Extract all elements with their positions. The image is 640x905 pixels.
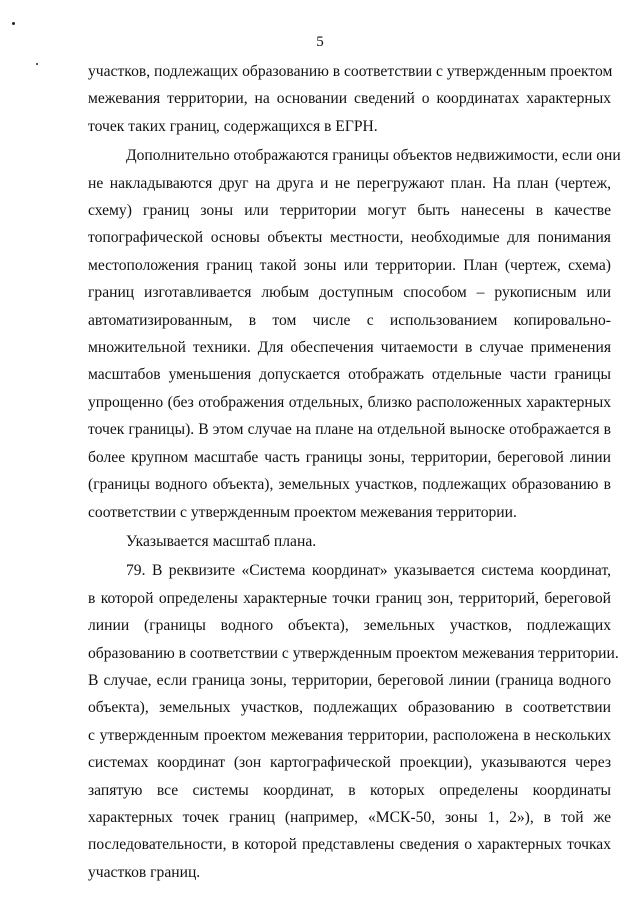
text-line: более крупном масштабе часть границы зоны, территории, береговой линии <box>88 448 611 466</box>
text-line: схему) границ зоны или территории могут быть нанесены в качестве <box>88 202 611 220</box>
text-line: точек границы). В этом случае на плане на отдельной выноске отображается в <box>88 421 611 439</box>
text-line: с утвержденным проектом межевания территории, расположена в нескольких <box>88 726 611 744</box>
text-line: (границы водного объекта), земельных участков, подлежащих образованию в <box>88 476 611 494</box>
text-line: границ изготавливается любым доступным способом – рукописным или <box>88 284 611 302</box>
text-line: участков, подлежащих образованию в соответствии с утвержденным проектом <box>88 63 613 80</box>
text-line: Дополнительно отображаются границы объектов недвижимости, если они <box>126 147 621 165</box>
text-line: запятую все системы координат, в которых определены координаты <box>88 781 611 799</box>
text-line: автоматизированным, в том числе с использованием копировально- <box>88 311 611 329</box>
text-line: упрощенно (без отображения отдельных, близко расположенных характерных <box>88 393 611 411</box>
paragraph <box>88 528 611 555</box>
body-text <box>88 58 621 886</box>
text-line: характерных точек границ (например, «МСК-50, зоны 1, 2»), в той же <box>88 808 611 826</box>
text-line: системах координат (зон картографической проекции), указываются через <box>88 754 611 772</box>
scan-speck <box>12 22 15 25</box>
paragraph <box>88 142 621 526</box>
paragraph <box>88 557 619 886</box>
text-line: межевания территории, на основании сведений о координатах характерных <box>88 90 611 108</box>
text-line: участков границ. <box>88 863 201 881</box>
text-line: образованию в соответствии с утвержденным проектом межевания территории. <box>88 644 619 662</box>
text-line: масштабов уменьшения допускается отображать отдельные части границы <box>88 366 611 384</box>
text-line: линии (границы водного объекта), земельных участков, подлежащих <box>88 617 611 635</box>
paragraph <box>88 58 611 140</box>
text-line: местоположения границ такой зоны или территории. План (чертеж, схема) <box>88 256 611 274</box>
text-line: 79. В реквизите «Система координат» указывается система координат, <box>126 562 611 580</box>
text-line: в которой определены характерные точки границ зон, территорий, береговой <box>88 589 611 607</box>
page-number: 5 <box>316 34 324 50</box>
text-line: последовательности, в которой представлены сведения о характерных точках <box>88 836 611 854</box>
text-line: соответствии с утвержденным проектом межевания территории. <box>88 503 517 521</box>
text-line: Указывается масштаб плана. <box>126 532 317 550</box>
text-line: множительной техники. Для обеспечения читаемости в случае применения <box>88 339 611 357</box>
text-line: точек таких границ, содержащихся в ЕГРН. <box>88 117 378 135</box>
text-line: В случае, если граница зоны, территории, береговой линии (граница водного <box>88 671 611 689</box>
scan-speck <box>36 63 38 65</box>
text-line: объекта), земельных участков, подлежащих образованию в соответствии <box>88 699 611 717</box>
text-line: не накладываются друг на друга и не перегружают план. На план (чертеж, <box>88 174 611 192</box>
text-line: топографической основы объекты местности, необходимые для понимания <box>88 229 611 247</box>
